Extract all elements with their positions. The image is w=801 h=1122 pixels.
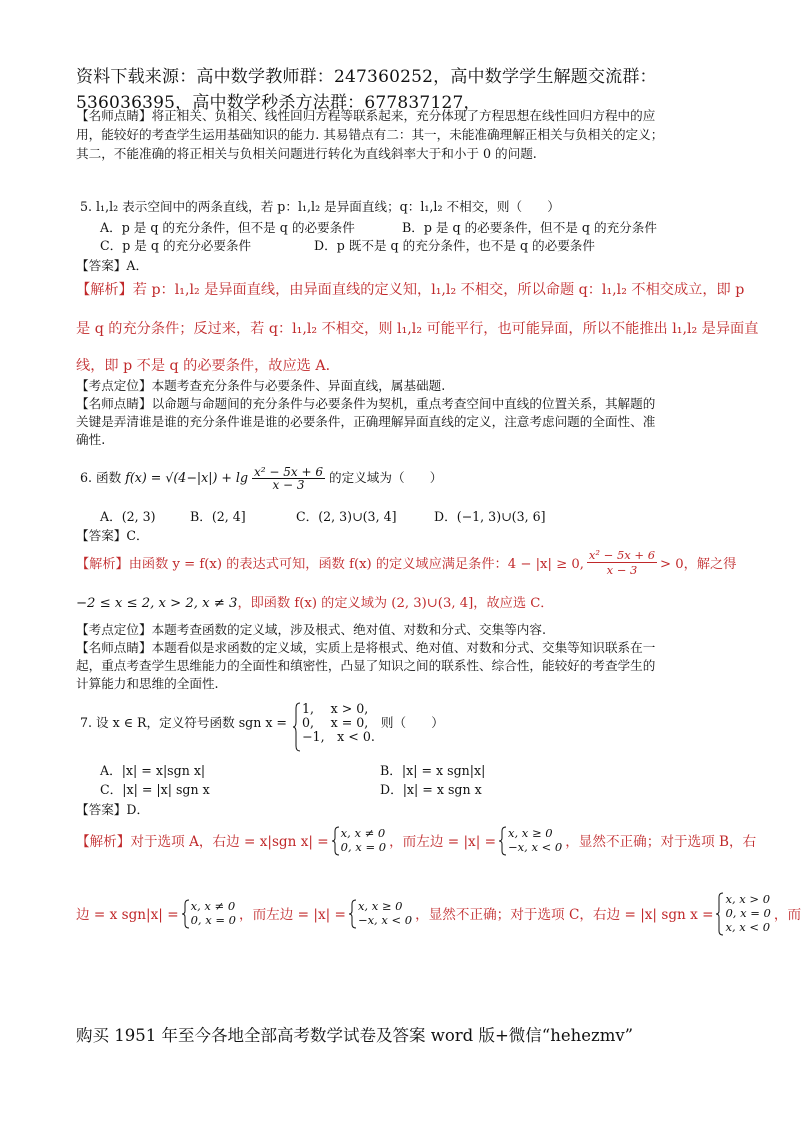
q7-option-b: B．|x| = x sgn|x|: [380, 763, 486, 778]
q7-analysis-line-2: [76, 892, 801, 934]
q5-analysis-line-3: 线，即 p 不是 q 的必要条件，故应选 A．: [76, 358, 340, 374]
q7-analysis-a-left: ，而左边 = |x| =: [389, 834, 497, 850]
q6-analysis-range: −2 ≤ x ≤ 2, x > 2, x ≠ 3: [76, 596, 238, 611]
q7-analysis-case: 0, x = 0: [725, 906, 771, 920]
q6-option-c: C．(2, 3)∪(3, 4]: [296, 509, 397, 524]
q5-option-b: B．p 是 q 的必要条件，但不是 q 的充分条件: [402, 220, 657, 235]
q6-fraction-numerator: x² − 5x + 6: [254, 465, 324, 479]
q6-stem-prefix: 6. 函数: [80, 470, 122, 486]
q7-analysis-case: 0, x = 0: [340, 840, 387, 854]
q5-option-d: D．p 既不是 q 的充分条件，也不是 q 的必要条件: [314, 238, 595, 253]
left-brace-icon: [182, 899, 190, 929]
q6-tip-line-3: 计算能力和思维的全面性.: [76, 676, 219, 691]
q6-tip-line-2: 起，重点考查学生思维能力的全面性和缜密性，凸显了知识之间的联系性、综合性，能较好的考查学生的: [76, 658, 656, 673]
q7-analysis-cases-4: [349, 899, 412, 927]
q7-analysis-c-suffix: ，而: [773, 907, 801, 923]
q7-sgn-cases: [293, 702, 375, 744]
q7-analysis-case: x, x ≠ 0: [340, 826, 386, 840]
q5-tip-line-1: 【名师点睛】以命题与命题间的充分条件与必要条件为契机，重点考查空间中直线的位置关系，其解题的: [76, 396, 656, 411]
q7-analysis-b-left: ，而左边 = |x| =: [238, 907, 346, 923]
q7-analysis-case: x, x ≥ 0: [508, 826, 553, 840]
q5-tip-line-3: 确性.: [76, 432, 106, 447]
q7-answer: 【答案】D．: [76, 802, 150, 817]
q7-case-2: 0, x = 0,: [302, 715, 369, 730]
q7-analysis-case: x, x > 0: [725, 892, 771, 906]
q7-analysis-a-conclusion: ，显然不正确；对于选项 B，右: [565, 834, 757, 850]
left-brace-icon: [332, 826, 340, 856]
q7-analysis-case: x, x ≠ 0: [190, 899, 236, 913]
q7-analysis-case: 0, x = 0: [190, 913, 236, 927]
q5-answer: 【答案】A．: [76, 258, 149, 273]
q7-analysis-cases-2: [499, 826, 562, 854]
q6-stem-suffix: 的定义域为（ ）: [329, 470, 443, 486]
q7-case-3: −1, x < 0.: [302, 729, 375, 744]
q5-kaodian: 【考点定位】本题考查充分条件与必要条件、异面直线，属基础题.: [76, 378, 446, 393]
q7-analysis-case: −x, x < 0: [357, 913, 413, 927]
q6-option-a: A．(2, 3): [100, 509, 156, 524]
q7-analysis-c-right: ，显然不正确；对于选项 C，右边 = |x| sgn x =: [415, 907, 714, 923]
q6-function-expr: f(x) = √(4−|x|) + lg: [125, 470, 249, 486]
source-header-line-1: 资料下载来源：高中数学教师群：247360252，高中数学学生解题交流群：: [76, 67, 657, 87]
q6-fraction: [252, 466, 325, 491]
purchase-footer: 购买 1951 年至今各地全部高考数学试卷及答案 word 版+微信“hehezmv”: [76, 1026, 634, 1045]
prev-tip-line-1: 【名师点睛】将正相关、负相关、线性回归方程等联系起来，充分体现了方程思想在线性回归方程中的应: [76, 108, 656, 123]
q6-tip-line-1: 【名师点睛】本题看似是求函数的定义域，实质上是将根式、绝对值、对数和分式、交集等知识联系在一: [76, 640, 656, 655]
q5-tip-line-2: 关键是弄清谁是谁的充分条件谁是谁的必要条件，正确理解异面直线的定义，注意考虑问题的全面性、准: [76, 414, 656, 429]
q7-option-c: C．|x| = |x| sgn x: [100, 782, 210, 797]
q7-analysis-case: x, x < 0: [725, 920, 771, 934]
q7-analysis-a-right: 【解析】对于选项 A，右边 = x|sgn x| =: [76, 834, 329, 850]
q6-answer: 【答案】C．: [76, 528, 149, 543]
source-header-line-2: 536036395，高中数学秒杀方法群：677837127，: [76, 93, 481, 113]
q7-option-a: A．|x| = x|sgn x|: [100, 763, 206, 778]
left-brace-icon: [293, 702, 301, 752]
q7-analysis-cases-1: [332, 826, 386, 854]
q6-analysis-suffix: > 0，解之得: [660, 557, 737, 572]
q6-option-b: B．(2, 4]: [190, 509, 246, 524]
left-brace-icon: [349, 899, 357, 929]
q6-stem: [80, 466, 442, 491]
q6-kaodian: 【考点定位】本题考查函数的定义域，涉及根式、绝对值、对数和分式、交集等内容.: [76, 622, 546, 637]
left-brace-icon: [499, 826, 507, 856]
q6-analysis-denominator: x − 3: [606, 563, 638, 577]
q7-analysis-case: x, x ≥ 0: [357, 899, 403, 913]
prev-tip-line-2: 用，能较好的考查学生运用基础知识的能力. 其易错点有二：其一，未能准确理解正相关与负相关的定义；: [76, 127, 664, 142]
q6-analysis-line-1: [76, 548, 736, 577]
q5-option-a: A．p 是 q 的充分条件，但不是 q 的必要条件: [100, 220, 355, 235]
q5-analysis-line-1: 【解析】若 p：l₁,l₂ 是异面直线，由异面直线的定义知，l₁,l₂ 不相交，所以命题 q：l₁,l₂ 不相交成立，即 p: [76, 282, 745, 298]
q5-option-c: C．p 是 q 的充分必要条件: [100, 238, 252, 253]
q6-analysis-line-2: [76, 592, 554, 611]
q6-analysis-numerator: x² − 5x + 6: [588, 548, 656, 562]
q6-analysis-conclusion: ，即函数 f(x) 的定义域为 (2, 3)∪(3, 4]，故应选 C．: [237, 596, 554, 611]
q6-option-d: D．(−1, 3)∪(3, 6]: [434, 509, 546, 524]
q7-stem-suffix: 则（ ）: [380, 714, 444, 730]
q7-analysis-case: −x, x < 0: [508, 840, 563, 854]
q6-analysis-fraction: [587, 548, 657, 577]
q5-stem: 5. l₁,l₂ 表示空间中的两条直线，若 p：l₁,l₂ 是异面直线；q：l₁,l₂ 不相交，则（ ）: [80, 199, 560, 214]
q6-analysis-prefix: 【解析】由函数 y = f(x) 的表达式可知，函数 f(x) 的定义域应满足条件：4 − |x| ≥ 0,: [76, 557, 584, 572]
q7-case-1: 1, x > 0,: [302, 701, 369, 716]
q7-stem-prefix: 7. 设 x ∈ R，定义符号函数 sgn x =: [80, 714, 287, 730]
q6-fraction-denominator: x − 3: [272, 478, 305, 492]
q7-analysis-b-right: 边 = x sgn|x| =: [76, 907, 179, 923]
q7-stem: [80, 702, 444, 744]
left-brace-icon: [716, 892, 724, 936]
q7-analysis-line-1: [76, 826, 756, 854]
q7-option-d: D．|x| = x sgn x: [380, 782, 482, 797]
prev-tip-line-3: 其二，不能准确的将正相关与负相关问题进行转化为直线斜率大于和小于 0 的问题.: [76, 146, 537, 161]
q7-analysis-cases-5: [716, 892, 770, 934]
q5-analysis-line-2: 是 q 的充分条件；反过来，若 q：l₁,l₂ 不相交，则 l₁,l₂ 可能平行，也可能异面，所以不能推出 l₁,l₂ 是异面直: [76, 321, 759, 337]
q7-analysis-cases-3: [182, 899, 236, 927]
